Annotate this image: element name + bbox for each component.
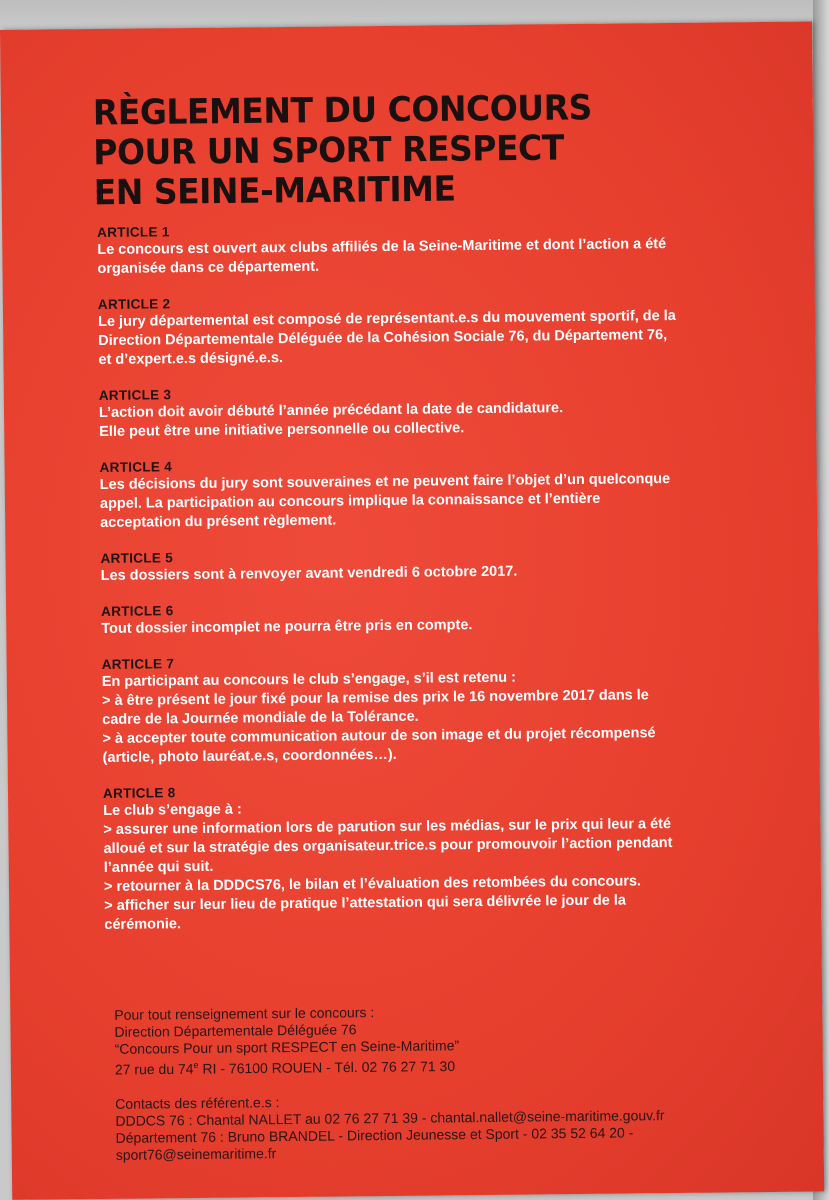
- article-text-line: acceptation du présent règlement.: [100, 512, 337, 531]
- article-3: [99, 381, 740, 442]
- article-text-line: Le jury départemental est composé de représentant.e.s du mouvement sportif, de la: [97, 307, 676, 330]
- article-7: [102, 650, 743, 768]
- article-text-line: l’année qui suit.: [103, 858, 214, 876]
- article-8: [103, 779, 745, 935]
- article-heading: ARTICLE 8: [102, 785, 176, 801]
- article-text-line: En participant au concours le club s’engage, s’il est retenu :: [101, 669, 517, 690]
- flyer-sheet: [0, 21, 824, 1199]
- address-superscript: e: [193, 1059, 199, 1071]
- article-text-line: > à accepter toute communication autour de son image et du projet récompensé: [102, 725, 656, 747]
- article-text-line: > afficher sur leur lieu de pratique l’attestation qui sera délivrée le jour de la: [104, 892, 626, 914]
- info-label: Pour tout renseignement sur le concours :: [114, 1004, 375, 1023]
- article-heading: ARTICLE 7: [101, 656, 175, 672]
- article-5: [100, 544, 740, 586]
- article-text-line: > assurer une information lors de parution sur les médias, sur le prix qui leur a été: [103, 816, 672, 838]
- article-text-line: Elle peut être une initiative personnelle ou collective.: [99, 420, 465, 440]
- article-text-line: organisée dans ce département.: [97, 258, 320, 277]
- article-text-line: alloué et sur la stratégie des organisateur.trice.s pour promouvoir l’action pendant: [103, 835, 673, 857]
- organization-name: Direction Départementale Déléguée 76: [114, 1021, 357, 1040]
- contact-dddcs: DDDCS 76 : Chantal NALLET au 02 76 27 71 39 - chantal.nallet@seine-maritime.gouv.fr: [115, 1106, 665, 1129]
- article-text-line: Le concours est ouvert aux clubs affiliés de la Seine-Maritime et dont l’action a été: [97, 236, 667, 258]
- article-text-line: cadre de la Journée mondiale de la Tolérance.: [102, 708, 419, 728]
- article-2: [98, 290, 739, 370]
- article-heading: ARTICLE 4: [99, 459, 173, 475]
- article-text-line: et d’expert.e.s désigné.e.s.: [98, 350, 284, 368]
- article-heading: ARTICLE 1: [97, 224, 170, 240]
- article-4: [100, 453, 741, 533]
- contact-email: sport76@seinemaritime.fr: [115, 1144, 277, 1163]
- article-text-line: appel. La participation au concours implique la connaissance et l’entière: [99, 490, 601, 512]
- article-text-line: Les décisions du jury sont souveraines et ne peuvent faire l’objet d’un quelconque: [99, 471, 671, 493]
- address-end: RI - 76100 ROUEN - Tél. 02 76 27 71 30: [198, 1057, 456, 1077]
- contact-footer: [114, 1000, 796, 1164]
- contact-departement: Département 76 : Bruno BRANDEL - Direction Jeunesse et Sport - 02 35 52 64 20 -: [115, 1124, 634, 1146]
- contacts-label: Contacts des référent.e.s :: [115, 1093, 280, 1112]
- article-text-line: cérémonie.: [104, 916, 182, 933]
- article-heading: ARTICLE 5: [100, 550, 174, 566]
- article-text-line: > à être présent le jour fixé pour la remise des prix le 16 novembre 2017 dans le: [101, 687, 649, 709]
- article-text-line: Le club s’engage à :: [103, 801, 242, 819]
- article-heading: ARTICLE 6: [101, 603, 174, 619]
- title-line-3: EN SEINE-MARITIME: [93, 167, 456, 213]
- article-text-line: > retourner à la DDDCS76, le bilan et l’évaluation des retombées du concours.: [103, 873, 642, 895]
- article-text-line: Les dossiers sont à renvoyer avant vendredi 6 octobre 2017.: [100, 563, 518, 584]
- contest-name: “Concours Pour un sport RESPECT en Seine-Maritime”: [114, 1037, 460, 1057]
- article-6: [101, 597, 741, 639]
- article-text-line: Direction Départementale Déléguée de la Cohésion Sociale 76, du Département 76,: [98, 327, 668, 349]
- article-text-line: L’action doit avoir débuté l’année précédant la date de candidature.: [98, 400, 564, 421]
- page-title: [93, 86, 754, 213]
- title-line-2: POUR UN SPORT RESPECT: [93, 126, 564, 173]
- article-heading: ARTICLE 3: [98, 387, 172, 403]
- article-heading: ARTICLE 2: [97, 296, 171, 312]
- article-text-line: Tout dossier incomplet ne pourra être pris en compte.: [101, 617, 473, 637]
- articles-list: [97, 218, 745, 953]
- article-1: [97, 218, 738, 279]
- article-text-line: (article, photo lauréat.e.s, coordonnées…).: [102, 746, 397, 766]
- address-start: 27 rue du 74: [114, 1060, 194, 1078]
- title-line-1: RÈGLEMENT DU CONCOURS: [92, 86, 592, 133]
